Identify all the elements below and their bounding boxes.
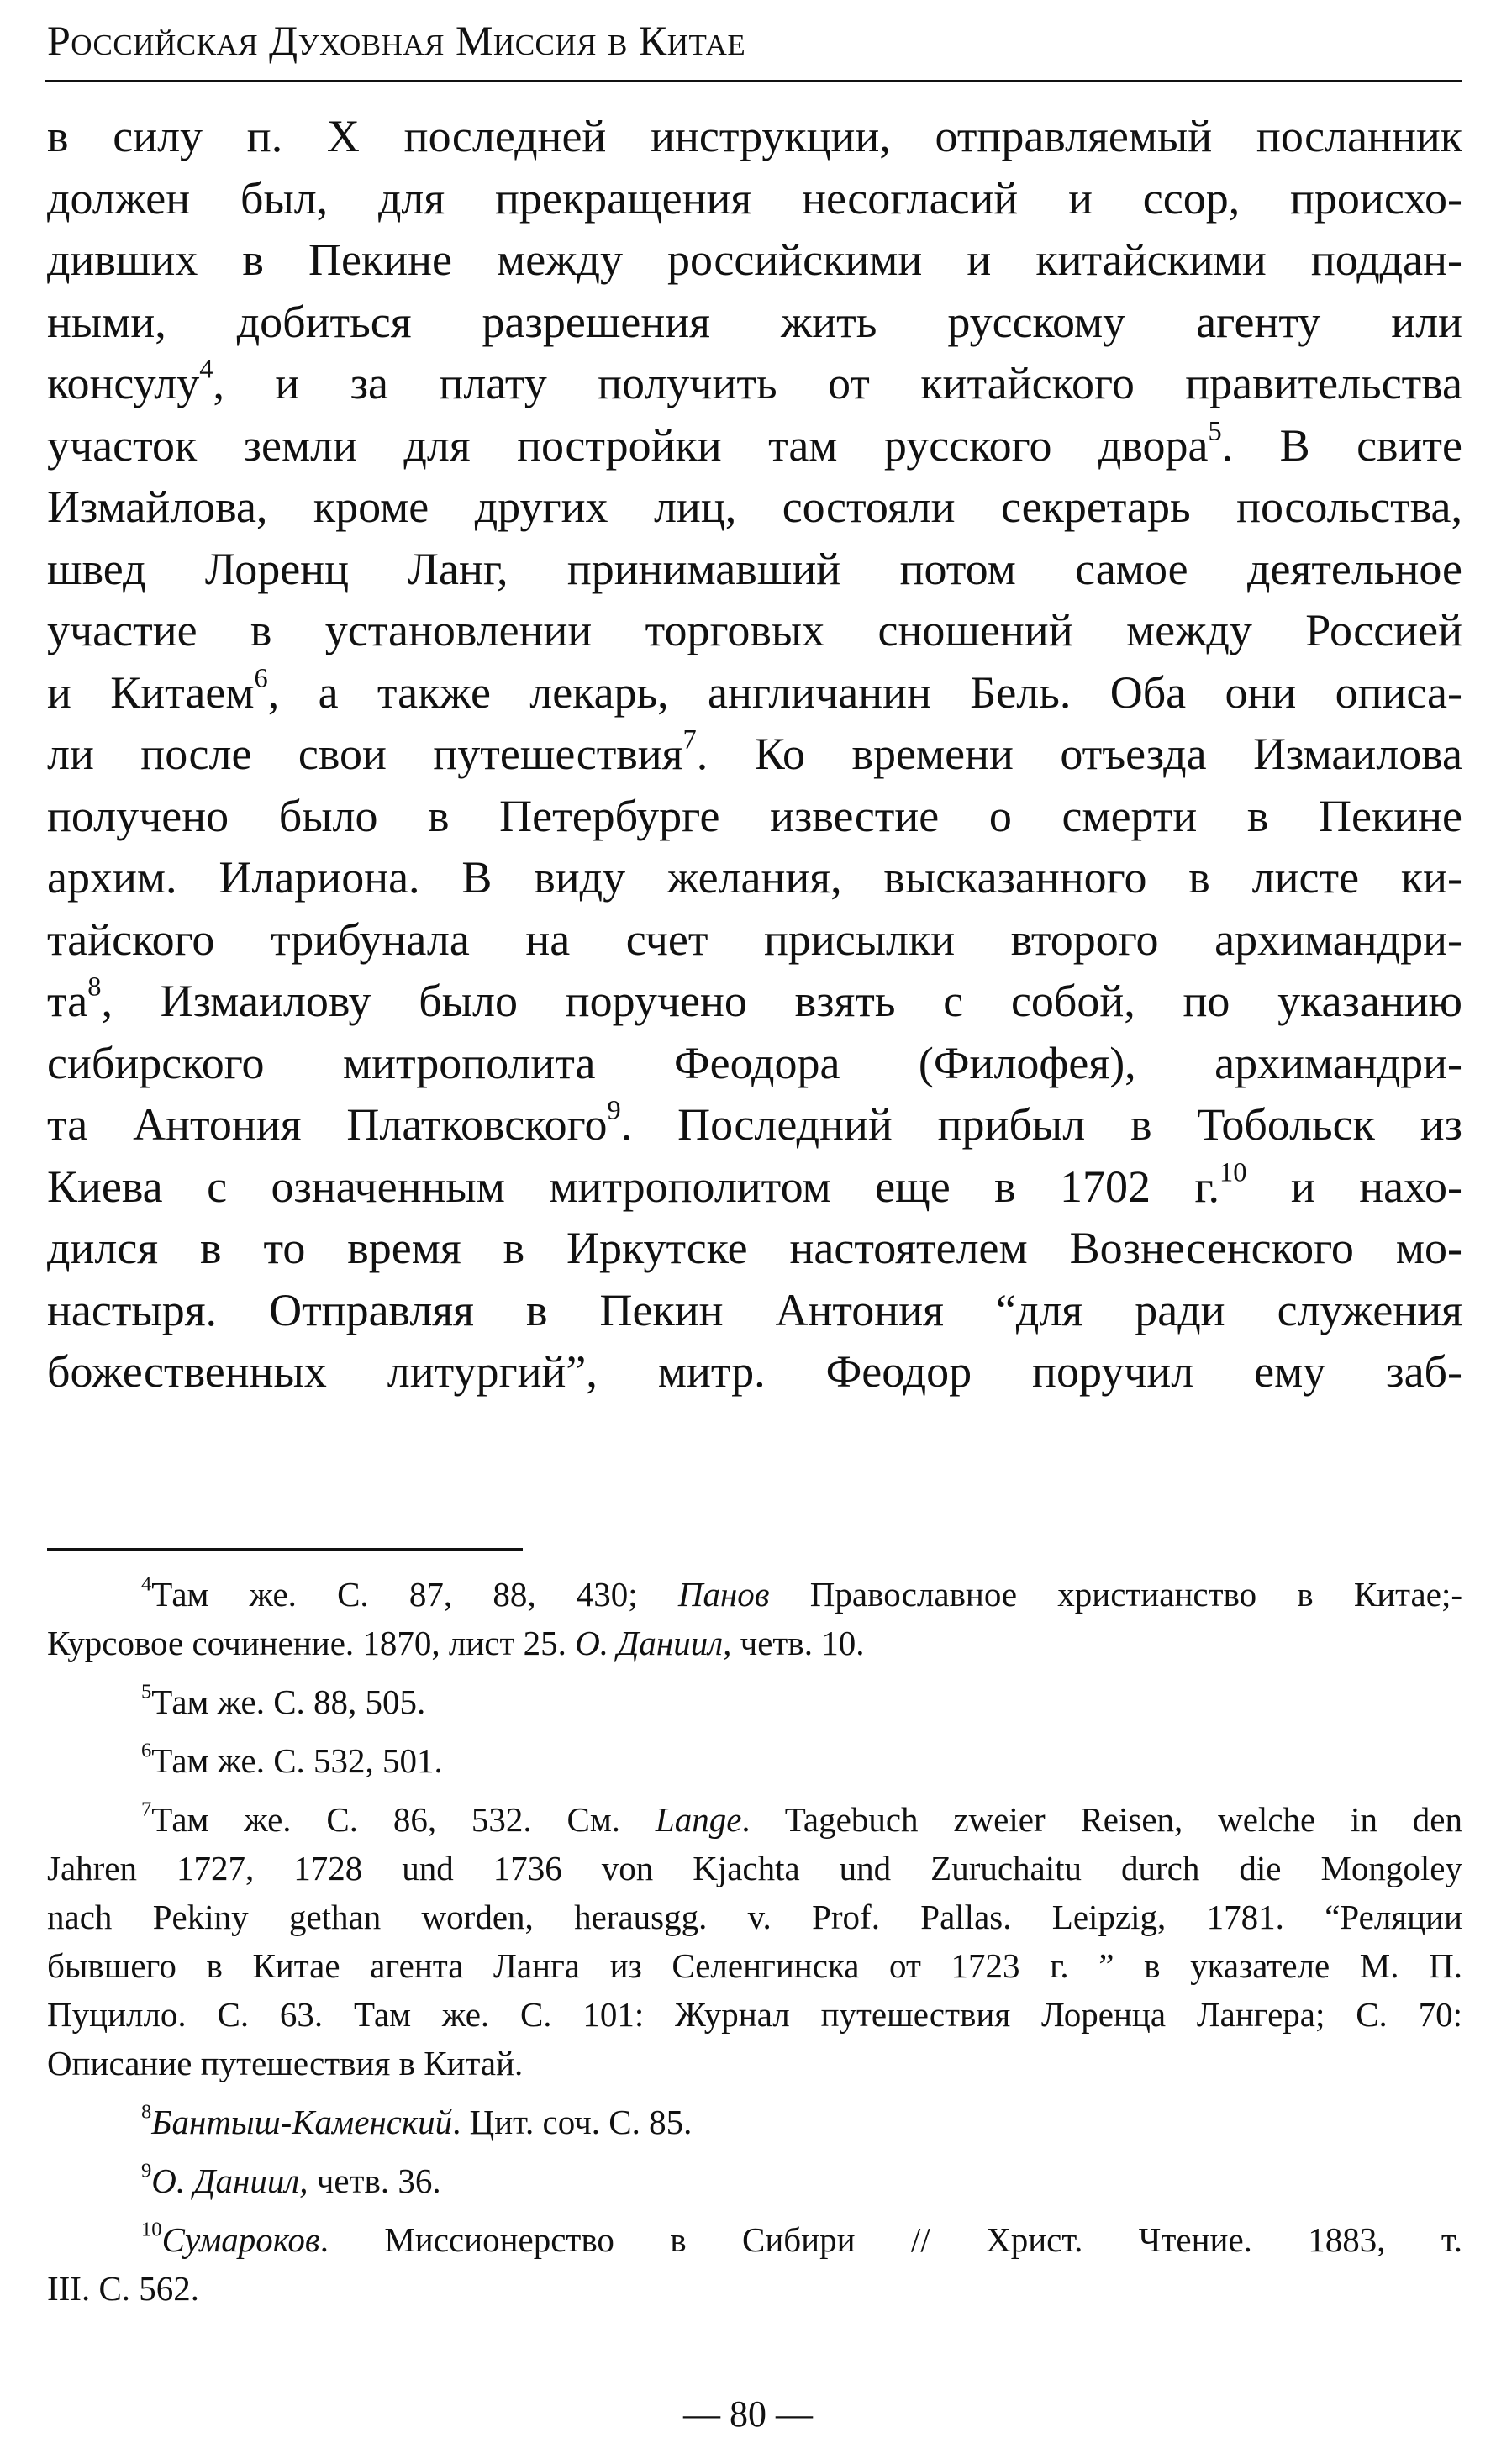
footnote-4-line-2: Курсовое сочинение. 1870, лист 25. О. Даниил, четв. 10. xyxy=(47,1624,865,1662)
text-line: тайского трибунала на счет присылки второго архимандри- xyxy=(47,913,1462,965)
footnote-7-line-2: Jahren 1727, 1728 und 1736 von Kjachta und Zuruchaitu durch die Mongoley xyxy=(47,1849,1462,1887)
footnote-9: $^9$О. Даниил, четв. 36. xyxy=(141,2159,441,2200)
footnote-7-line-3: nach Pekiny gethan worden, herausgg. v. Prof. Pallas. Leipzig, 1781. “Реляции xyxy=(47,1898,1462,1936)
text-line: Измайлова, кроме других лиц, состояли секретарь посольства, xyxy=(47,482,1462,532)
running-head: Российская Духовная Миссия в Китае xyxy=(47,17,746,64)
text-line: консулу$^4$, и за плату получить от китайского правительства xyxy=(47,354,1462,408)
footnote-6: $^6$Там же. С. 532, 501. xyxy=(141,1739,443,1780)
text-line: архим. Илариона. В виду желания, высказанного в листе ки- xyxy=(47,852,1462,903)
footnote-ref: 9 xyxy=(607,1095,621,1126)
text-line: дивших в Пекине между российскими и китайскими поддан- xyxy=(47,234,1462,285)
text-line: ными, добиться разрешения жить русскому агенту или xyxy=(47,296,1462,347)
text-line: настыря. Отправляя в Пекин Антония “для ради служения xyxy=(47,1284,1462,1335)
text-line: сибирского митрополита Феодора (Филофея), архимандри- xyxy=(47,1037,1462,1088)
footnote-ref: 6 xyxy=(254,663,268,694)
footnote-7-line-6: Описание путешествия в Китай. xyxy=(47,2044,524,2082)
footnote-10: $^{10}$Сумароков. Миссионерство в Сибири // Христ. Чтение. 1883, т. xyxy=(141,2218,1462,2259)
page-number: — 80 — xyxy=(683,2393,813,2435)
text-line: получено было в Петербурге известие о смерти в Пекине xyxy=(47,790,1462,841)
footnote-10-line-2: III. С. 562. xyxy=(47,2269,200,2308)
footnote-rule xyxy=(47,1548,523,1551)
text-line: Киева с означенным митрополитом еще в 1702 г.$^{10}$ и нахо- xyxy=(47,1157,1462,1212)
footnote-ref: 8 xyxy=(87,971,102,1003)
header-rule xyxy=(45,80,1462,82)
main-text xyxy=(47,106,1462,1403)
text-line: участие в установлении торговых сношений между Россией xyxy=(47,605,1462,655)
footnote-4: $^4$Там же. С. 87, 88, 430; Панов Православное христианство в Китае;- xyxy=(141,1572,1462,1614)
footnotes xyxy=(47,1570,1462,2313)
text-line: должен был, для прекращения несогласий и ссор, происхо- xyxy=(47,172,1462,224)
footnote-ref: 7 xyxy=(682,724,697,756)
text-line: и Китаем$^6$, а также лекарь, англичанин Бель. Оба они описа- xyxy=(47,663,1462,718)
footnote-7-line-5: Пуцилло. С. 63. Там же. С. 101: Журнал путешествия Лоренца Лангера; С. 70: xyxy=(47,1995,1462,2034)
text-line: $та^8$, Измаилову было поручено взять с собой, по указанию xyxy=(47,971,1462,1026)
footnote-ref: 4 xyxy=(199,354,213,385)
text-line: в силу п. X последней инструкции, отправляемый посланник xyxy=(47,111,1462,161)
footnote-7: $^7$Там же. С. 86, 532. См. Lange. Tagebuch zweier Reisen, welche in den xyxy=(141,1798,1462,1839)
text-line: божественных литургий”, митр. Феодор поручил ему заб- xyxy=(47,1346,1462,1397)
text-line: ли после свои путешествия$^7$. Ко времени отъезда Измаилова xyxy=(47,724,1462,779)
footnote-7-line-4: бывшего в Китае агента Ланга из Селенгинска от 1723 г. ” в указателе М. П. xyxy=(47,1946,1462,1985)
text-line: участок земли для постройки там русского двора$^5$. В свите xyxy=(47,416,1462,471)
footnote-ref: 5 xyxy=(1208,416,1222,447)
text-line: дился в то время в Иркутске настоятелем Вознесенского мо- xyxy=(47,1223,1462,1273)
footnote-5: $^5$Там же. С. 88, 505. xyxy=(141,1680,426,1721)
text-line: швед Лоренц Ланг, принимавший потом самое деятельное xyxy=(47,543,1462,594)
footnote-8: $^8$Бантыш-Каменский. Цит. соч. С. 85. xyxy=(141,2100,693,2141)
footnote-ref: 10 xyxy=(1219,1157,1247,1188)
text-line: та Антония Платковского$^9$. Последний прибыл в Тобольск из xyxy=(47,1095,1462,1150)
